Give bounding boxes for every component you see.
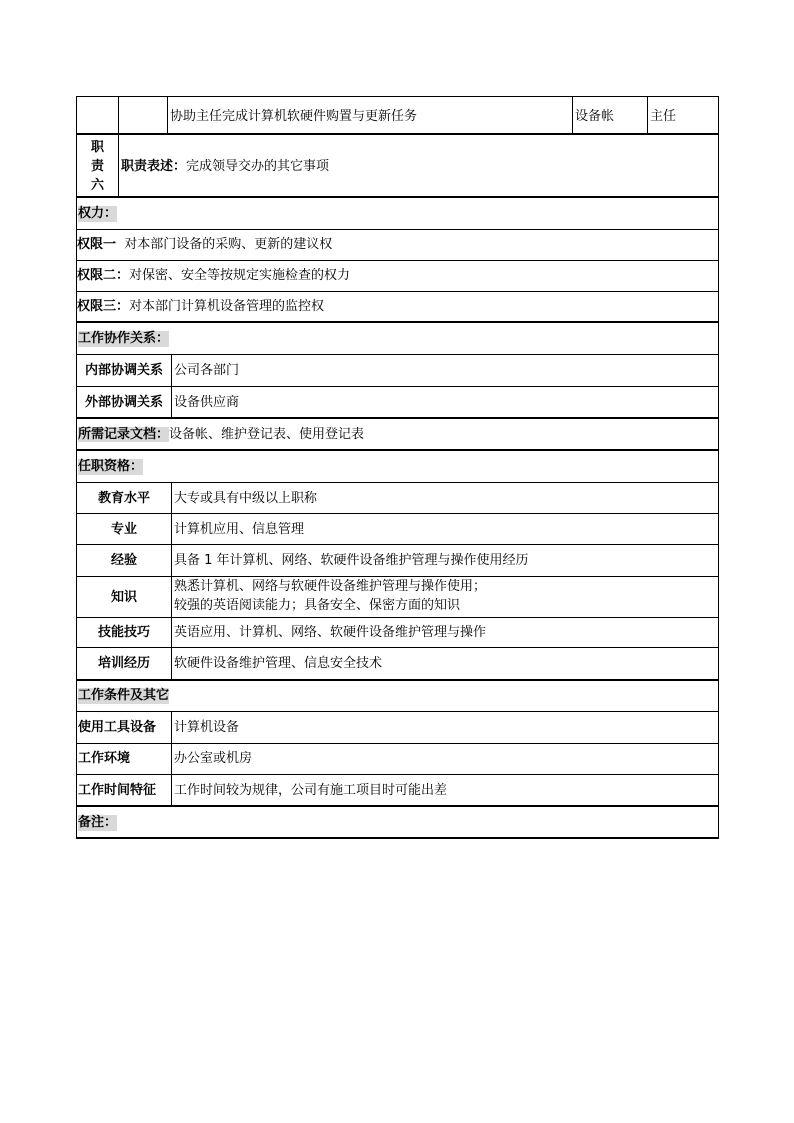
col-divider: [647, 96, 648, 134]
conditions-header: 工作条件及其它: [78, 688, 170, 703]
col-divider: [118, 134, 119, 197]
duty-desc-label: 职责表述：: [121, 159, 187, 174]
qual-text: 计算机应用、信息管理: [174, 522, 305, 537]
authority-item: [77, 268, 350, 284]
authority-label: 权限三：: [77, 299, 130, 314]
rule: [76, 679, 718, 681]
rule: [76, 805, 718, 807]
records-label: 所需记录文档：: [78, 427, 170, 442]
rule: [76, 647, 718, 648]
rule: [76, 711, 718, 712]
rule: [76, 743, 718, 744]
condition-text: 计算机设备: [174, 720, 240, 735]
relation-label: 内部协调关系: [84, 363, 163, 378]
remarks-label: 备注：: [78, 815, 118, 830]
rule: [76, 229, 718, 230]
rule: [76, 133, 718, 135]
authority-label: 权限二：: [77, 268, 130, 283]
duty-six-char: 职: [90, 140, 104, 155]
authority-item: [77, 237, 332, 253]
duty-desc-text: 完成领导交办的其它事项: [186, 159, 330, 174]
qual-text: 软硬件设备维护管理、信息安全技术: [174, 656, 383, 671]
duty-six-label: [77, 138, 118, 195]
condition-label: 使用工具设备: [78, 720, 157, 735]
qual-text: 具备 1 年计算机、网络、软硬件设备维护管理与操作使用经历: [174, 553, 529, 568]
authority-text: 对本部门计算机设备管理的监控权: [129, 299, 325, 314]
col-divider: [171, 711, 172, 806]
authority-label: 权限一: [77, 237, 117, 252]
duty-six-char: 责: [90, 159, 104, 174]
rule: [76, 837, 718, 839]
qual-label: 教育水平: [97, 491, 150, 506]
condition-label: 工作时间特征: [78, 783, 157, 798]
qual-text: 英语应用、计算机、网络、软硬件设备维护管理与操作: [174, 625, 487, 640]
col-divider: [167, 96, 168, 134]
authority-text: 对本部门设备的采购、更新的建议权: [116, 237, 333, 252]
rule: [76, 291, 718, 292]
rule: [76, 576, 718, 577]
qual-text: 熟悉计算机、网络与软硬件设备维护管理与操作使用；: [174, 579, 487, 594]
qual-text: 较强的英语阅读能力；具备安全、保密方面的知识: [174, 598, 461, 613]
rule: [76, 774, 718, 775]
records-text: 设备帐、维护登记表、使用登记表: [169, 427, 365, 442]
relation-label: 外部协调关系: [84, 395, 163, 410]
table-right-border: [718, 96, 719, 839]
col-divider: [171, 482, 172, 680]
authority-text: 对保密、安全等按规定实施检查的权力: [129, 268, 351, 283]
duty-six-char: 六: [90, 178, 104, 193]
rule: [76, 449, 718, 451]
duty-role: 主任: [650, 109, 677, 124]
rule: [76, 260, 718, 261]
rule: [76, 96, 718, 97]
qual-label: 知识: [110, 590, 137, 605]
duty-task: 协助主任完成计算机软硬件购置与更新任务: [170, 109, 418, 124]
condition-text: 工作时间较为规律，公司有施工项目时可能出差: [174, 783, 448, 798]
rule: [76, 544, 718, 545]
rule: [76, 617, 718, 618]
qual-label: 专业: [110, 522, 137, 537]
qual-label: 技能技巧: [97, 625, 150, 640]
qual-label: 经验: [110, 553, 137, 568]
records-row: [78, 427, 364, 443]
duty-six-description: [121, 159, 329, 175]
relation-text: 公司各部门: [174, 363, 240, 378]
qual-text: 大专或具有中级以上职称: [174, 491, 318, 506]
qual-label: 培训经历: [97, 656, 150, 671]
rule: [76, 321, 718, 323]
condition-text: 办公室或机房: [174, 751, 253, 766]
col-divider: [572, 96, 573, 134]
rule: [76, 482, 718, 483]
rule: [76, 354, 718, 355]
col-divider: [118, 96, 119, 134]
rule: [76, 417, 718, 419]
qualifications-header: 任职资格：: [78, 459, 144, 474]
rule: [76, 513, 718, 514]
relation-text: 设备供应商: [174, 395, 240, 410]
table-left-border: [76, 96, 77, 839]
rule: [76, 196, 718, 198]
rule: [76, 386, 718, 387]
relations-header: 工作协作关系：: [78, 331, 170, 346]
duty-output: 设备帐: [575, 109, 615, 124]
authority-header: 权力：: [78, 206, 118, 221]
condition-label: 工作环境: [78, 751, 131, 766]
authority-item: [77, 299, 324, 315]
